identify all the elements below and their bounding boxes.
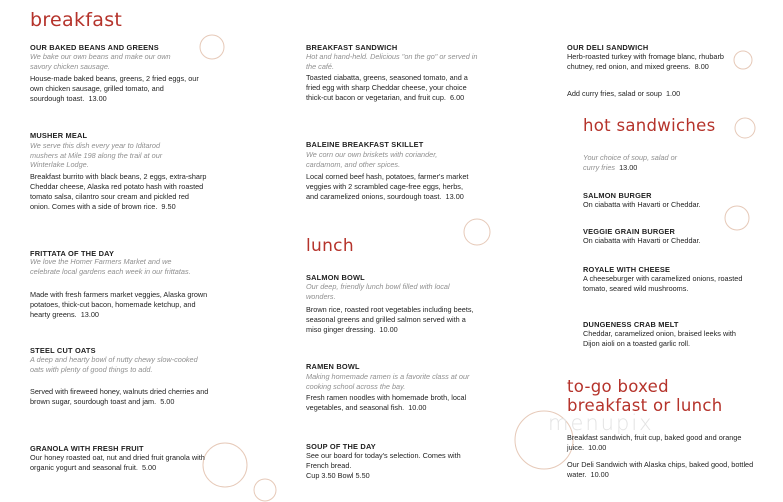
item-price: 13.00 xyxy=(445,192,464,201)
item-description: Local corned beef hash, potatoes, farmer's market veggies with 2 scrambled cage-free eggs, herbs, and caramelized onions, sourdough toast. 13.00 xyxy=(306,172,469,201)
item-description: Herb-roasted turkey with fromage blanc, rhubarb chutney, red onion, and mixed greens. 8.00 xyxy=(567,52,724,71)
item-description: A cheeseburger with caramelized onions, roasted tomato, seared wild mushrooms. xyxy=(583,274,743,293)
item-description: House-made baked beans, greens, 2 fried eggs, our own chicken sausage, grilled tomato, and sourdough toast. 13.00 xyxy=(30,74,199,103)
item-intro: We serve this dish every year to Iditarod mushers at Mile 198 along the trail at our Winterlake Lodge. xyxy=(30,141,163,169)
item-description: On ciabatta with Havarti or Cheddar. xyxy=(583,200,701,209)
item-price: 8.00 xyxy=(694,62,709,71)
hot-sandwiches-price: 13.00 xyxy=(619,162,638,172)
item-name: VEGGIE GRAIN BURGER xyxy=(583,227,676,236)
item-intro: Our deep, friendly lunch bowl filled with local wonders. xyxy=(306,282,450,301)
item-description: See our board for today's selection. Comes with French bread. xyxy=(306,451,461,470)
item-price: 9.50 xyxy=(161,202,176,211)
item-intro: Making homemade ramen is a favorite class at our cooking school across the bay. xyxy=(306,372,470,391)
item-name: DUNGENESS CRAB MELT xyxy=(583,320,679,329)
lunch-heading: lunch xyxy=(306,236,354,256)
item-name: SALMON BOWL xyxy=(306,273,365,282)
item-price: 5.00 xyxy=(160,397,175,406)
item-price: Cup 3.50 Bowl 5.50 xyxy=(306,471,370,480)
circle-ornament xyxy=(200,35,224,59)
item-intro: We love the Homer Farmers Market and we celebrate local gardens each week in our frittatas. xyxy=(30,257,191,276)
item-description: Toasted ciabatta, greens, seasoned tomato, and a fried egg with sharp Cheddar cheese, your choice thick-cut bacon or vegetarian, and fruit cup. 6.00 xyxy=(306,73,468,102)
item-name: SALMON BURGER xyxy=(583,191,652,200)
item-description: On ciabatta with Havarti or Cheddar. xyxy=(583,236,701,245)
item-price: 6.00 xyxy=(450,93,465,102)
item-intro: A deep and hearty bowl of nutty chewy slow-cooked oats with plenty of good things to add. xyxy=(30,355,198,374)
hot-sandwiches-heading: hot sandwiches xyxy=(583,116,716,135)
hot-sandwiches-intro: Your choice of soup, salad or curry fries 13.00 xyxy=(583,153,678,172)
add-on-note: Add curry fries, salad or soup 1.00 xyxy=(567,89,681,98)
circle-ornament xyxy=(464,219,490,245)
breakfast-heading: breakfast xyxy=(30,9,123,31)
item-name: MUSHER MEAL xyxy=(30,131,88,140)
item-price: 13.00 xyxy=(80,310,99,319)
item-description: Fresh ramen noodles with homemade broth, local vegetables, and seasonal fish. 10.00 xyxy=(306,393,467,412)
item-description: Brown rice, roasted root vegetables including beets, seasonal greens and grilled salmon served with a miso ginger dressing. 10.00 xyxy=(306,305,474,334)
add-on-price: 1.00 xyxy=(665,89,681,98)
item-intro: We bake our own beans and make our own savory chicken sausage. xyxy=(30,52,171,71)
item-description: Served with fireweed honey, walnuts dried cherries and brown sugar, sourdough toast and jam. 5.00 xyxy=(30,387,209,406)
circle-ornament xyxy=(735,118,755,138)
to-go-heading xyxy=(567,377,723,415)
item-intro: We corn our own briskets with coriander, cardamom, and other spices. xyxy=(306,150,438,169)
item-price: 10.00 xyxy=(408,403,427,412)
item-description: Cheddar, caramelized onion, braised leeks with Dijon aioli on a toasted garlic roll. xyxy=(583,329,736,348)
circle-ornament xyxy=(254,479,276,501)
to-go-option: Breakfast sandwich, fruit cup, baked good and orange juice. 10.00 xyxy=(567,433,742,452)
item-price: 13.00 xyxy=(88,94,107,103)
item-name: BREAKFAST SANDWICH xyxy=(306,43,398,52)
item-name: FRITTATA OF THE DAY xyxy=(30,249,115,258)
item-description: Breakfast burrito with black beans, 2 eggs, extra-sharp Cheddar cheese, Alaska red potato hash with roasted tomato salsa, cilantro sour cream and pickled red onion. Comes with a side of brown rice. 9.50 xyxy=(30,172,207,211)
to-go-heading-line2: breakfast or lunch xyxy=(567,396,723,415)
item-name: STEEL CUT OATS xyxy=(30,346,96,355)
item-price: 10.00 xyxy=(588,443,607,452)
item-name: SOUP OF THE DAY xyxy=(306,442,376,451)
item-description: Made with fresh farmers market veggies, Alaska grown potatoes, thick-cut bacon, homemade ketchup, and hearty greens. 13.00 xyxy=(30,290,208,319)
item-name: GRANOLA WITH FRESH FRUIT xyxy=(30,444,144,453)
watermark: menupix xyxy=(548,411,654,435)
item-price: 10.00 xyxy=(379,325,398,334)
item-name: OUR DELI SANDWICH xyxy=(567,43,649,52)
circle-ornament xyxy=(203,443,247,487)
item-intro: Hot and hand-held. Delicious "on the go" or served in the café. xyxy=(306,52,478,71)
to-go-option: Our Deli Sandwich with Alaska chips, baked good, bottled water. 10.00 xyxy=(567,460,754,479)
item-name: OUR BAKED BEANS AND GREENS xyxy=(30,43,159,52)
to-go-heading-line1: to-go boxed xyxy=(567,377,669,396)
item-description: Our honey roasted oat, nut and dried fruit granola with organic yogurt and seasonal fruit. 5.00 xyxy=(30,453,205,472)
item-name: BALEINE BREAKFAST SKILLET xyxy=(306,140,424,149)
item-price: 10.00 xyxy=(590,470,609,479)
item-name: RAMEN BOWL xyxy=(306,362,360,371)
item-name: ROYALE WITH CHEESE xyxy=(583,265,671,274)
item-price: 5.00 xyxy=(141,463,157,472)
